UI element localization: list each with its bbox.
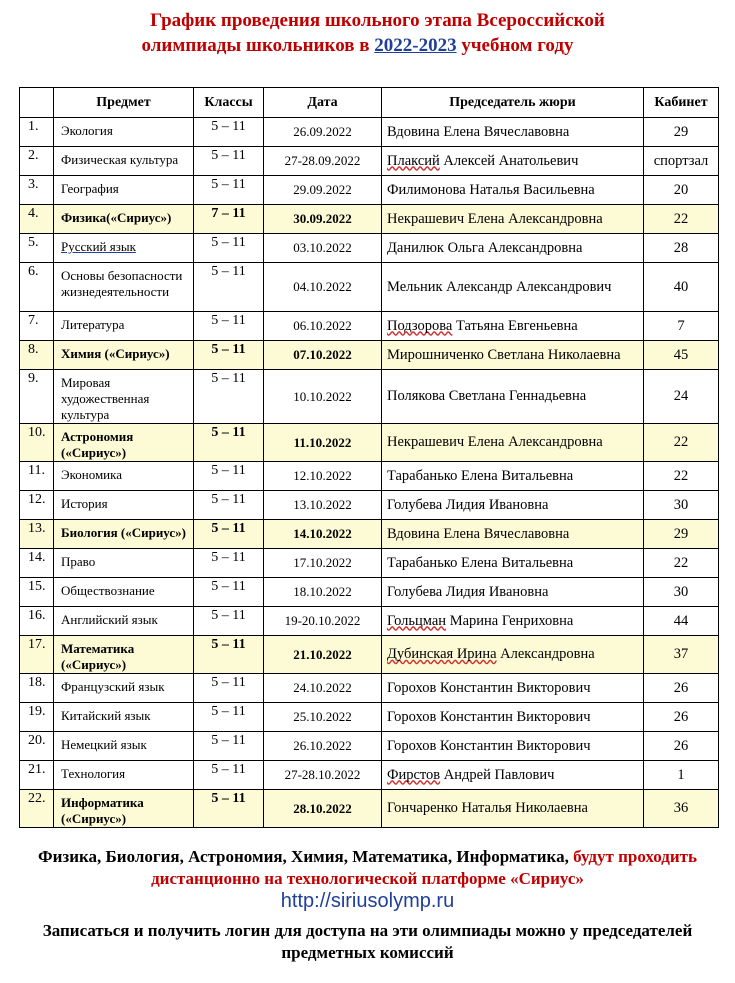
cell-classes: 5 – 11 [194, 234, 264, 263]
cell-subject: Экология [54, 118, 194, 147]
cell-chair: Некрашевич Елена Александровна [382, 424, 644, 462]
cell-num: 5. [20, 234, 54, 263]
cell-date: 24.10.2022 [264, 674, 382, 703]
cell-room: 29 [644, 118, 719, 147]
cell-classes: 5 – 11 [194, 732, 264, 761]
cell-date: 13.10.2022 [264, 491, 382, 520]
table-row [20, 370, 719, 424]
cell-chair: Мельник Александр Александрович [382, 263, 644, 312]
cell-chair: Дубинская Ирина Александровна [382, 636, 644, 674]
schedule-table [19, 87, 719, 828]
cell-room: 22 [644, 205, 719, 234]
cell-num: 6. [20, 263, 54, 312]
cell-chair: Голубева Лидия Ивановна [382, 578, 644, 607]
cell-room: 45 [644, 341, 719, 370]
cell-subject: Немецкий язык [54, 732, 194, 761]
table-row [20, 118, 719, 147]
cell-room: 29 [644, 520, 719, 549]
col-header-subject: Предмет [54, 88, 194, 118]
cell-subject: Физика(«Сириус») [54, 205, 194, 234]
cell-subject: История [54, 491, 194, 520]
table-row [20, 462, 719, 491]
cell-classes: 5 – 11 [194, 118, 264, 147]
col-header-classes: Классы [194, 88, 264, 118]
cell-num: 20. [20, 732, 54, 761]
cell-room: 30 [644, 578, 719, 607]
cell-num: 21. [20, 761, 54, 790]
cell-room: спортзал [644, 147, 719, 176]
table-row [20, 607, 719, 636]
table-row [20, 234, 719, 263]
cell-subject: Основы безопасности жизнедеятельности [54, 263, 194, 312]
cell-chair: Гончаренко Наталья Николаевна [382, 790, 644, 828]
cell-num: 7. [20, 312, 54, 341]
table-row [20, 147, 719, 176]
cell-date: 25.10.2022 [264, 703, 382, 732]
cell-num: 16. [20, 607, 54, 636]
cell-date: 04.10.2022 [264, 263, 382, 312]
distance-note-platform: будут проходить дистанционно на технологической платформе «Сириус» [151, 847, 698, 888]
cell-date: 18.10.2022 [264, 578, 382, 607]
cell-chair: Голубева Лидия Ивановна [382, 491, 644, 520]
cell-room: 7 [644, 312, 719, 341]
page-subtitle [0, 33, 725, 58]
table-row [20, 520, 719, 549]
subtitle-prefix: олимпиады школьников в [141, 35, 375, 56]
registration-note: Записаться и получить логин для доступа на эти олимпиады можно у председателей предметных комиссий [42, 921, 693, 962]
cell-room: 44 [644, 607, 719, 636]
table-row [20, 263, 719, 312]
table-row [20, 761, 719, 790]
distance-note-subjects: Физика, Биология, Астрономия, Химия, Математика, Информатика, [37, 847, 574, 866]
cell-subject: Литература [54, 312, 194, 341]
table-row [20, 424, 719, 462]
table-row [20, 549, 719, 578]
cell-chair: Горохов Константин Викторович [382, 674, 644, 703]
cell-chair: Фирстов Андрей Павлович [382, 761, 644, 790]
cell-chair: Горохов Константин Викторович [382, 732, 644, 761]
cell-classes: 5 – 11 [194, 370, 264, 424]
spellcheck-underline: Дубинская Ирина [387, 646, 497, 662]
cell-classes: 5 – 11 [194, 312, 264, 341]
spellcheck-underline: Плаксий [387, 152, 440, 169]
cell-chair: Гольцман Марина Генриховна [382, 607, 644, 636]
cell-chair: Подзорова Татьяна Евгеньевна [382, 312, 644, 341]
col-header-chair: Председатель жюри [382, 88, 644, 118]
cell-num: 22. [20, 790, 54, 828]
cell-num: 10. [20, 424, 54, 462]
cell-subject: География [54, 176, 194, 205]
cell-subject: Обществознание [54, 578, 194, 607]
cell-date: 27-28.10.2022 [264, 761, 382, 790]
cell-room: 30 [644, 491, 719, 520]
cell-subject: Химия («Сириус») [54, 341, 194, 370]
cell-chair: Филимонова Наталья Васильевна [382, 176, 644, 205]
cell-num: 3. [20, 176, 54, 205]
cell-room: 36 [644, 790, 719, 828]
cell-num: 12. [20, 491, 54, 520]
cell-classes: 7 – 11 [194, 205, 264, 234]
subtitle-suffix: учебном году [456, 35, 574, 56]
cell-chair: Мирошниченко Светлана Николаевна [382, 341, 644, 370]
cell-subject: Мировая художественная культура [54, 370, 194, 424]
cell-num: 8. [20, 341, 54, 370]
cell-classes: 5 – 11 [194, 674, 264, 703]
cell-date: 03.10.2022 [264, 234, 382, 263]
sirius-link[interactable]: http://siriusolymp.ru [280, 890, 455, 912]
cell-date: 12.10.2022 [264, 462, 382, 491]
cell-date: 19-20.10.2022 [264, 607, 382, 636]
cell-subject: Право [54, 549, 194, 578]
cell-room: 24 [644, 370, 719, 424]
cell-chair: Плаксий Алексей Анатольевич [382, 147, 644, 176]
cell-subject: Китайский язык [54, 703, 194, 732]
cell-date: 27-28.09.2022 [264, 147, 382, 176]
cell-room: 26 [644, 703, 719, 732]
spellcheck-underline: Гольцман [387, 612, 447, 629]
cell-classes: 5 – 11 [194, 520, 264, 549]
cell-date: 21.10.2022 [264, 636, 382, 674]
cell-classes: 5 – 11 [194, 636, 264, 674]
table-row [20, 790, 719, 828]
cell-classes: 5 – 11 [194, 147, 264, 176]
table-row [20, 341, 719, 370]
col-header-num [20, 88, 54, 118]
cell-num: 11. [20, 462, 54, 491]
cell-date: 14.10.2022 [264, 520, 382, 549]
cell-subject: Экономика [54, 462, 194, 491]
subtitle-year: 2022-2023 [374, 35, 457, 56]
cell-date: 17.10.2022 [264, 549, 382, 578]
cell-room: 26 [644, 674, 719, 703]
cell-classes: 5 – 11 [194, 578, 264, 607]
cell-classes: 5 – 11 [194, 703, 264, 732]
cell-room: 22 [644, 424, 719, 462]
cell-num: 15. [20, 578, 54, 607]
cell-date: 30.09.2022 [264, 205, 382, 234]
table-row [20, 312, 719, 341]
cell-room: 22 [644, 549, 719, 578]
cell-chair: Тарабанько Елена Витальевна [382, 549, 644, 578]
cell-chair: Вдовина Елена Вячеславовна [382, 520, 644, 549]
cell-num: 14. [20, 549, 54, 578]
cell-classes: 5 – 11 [194, 176, 264, 205]
cell-room: 1 [644, 761, 719, 790]
cell-classes: 5 – 11 [194, 549, 264, 578]
cell-subject: Биология («Сириус») [54, 520, 194, 549]
cell-chair: Полякова Светлана Геннадьевна [382, 370, 644, 424]
cell-num: 1. [20, 118, 54, 147]
cell-subject: Математика («Сириус») [54, 636, 194, 674]
distance-note [0, 846, 735, 890]
table-row [20, 703, 719, 732]
table-row [20, 674, 719, 703]
cell-date: 10.10.2022 [264, 370, 382, 424]
cell-subject: Физическая культура [54, 147, 194, 176]
cell-chair: Вдовина Елена Вячеславовна [382, 118, 644, 147]
cell-classes: 5 – 11 [194, 424, 264, 462]
spellcheck-underline: Подзорова [387, 317, 453, 334]
cell-room: 20 [644, 176, 719, 205]
table-row [20, 491, 719, 520]
cell-classes: 5 – 11 [194, 263, 264, 312]
cell-room: 22 [644, 462, 719, 491]
cell-num: 2. [20, 147, 54, 176]
col-header-room: Кабинет [644, 88, 719, 118]
cell-subject: Технология [54, 761, 194, 790]
cell-room: 26 [644, 732, 719, 761]
cell-chair: Горохов Константин Викторович [382, 703, 644, 732]
cell-date: 26.09.2022 [264, 118, 382, 147]
cell-num: 4. [20, 205, 54, 234]
cell-date: 07.10.2022 [264, 341, 382, 370]
table-row [20, 732, 719, 761]
cell-subject: Астрономия («Сириус») [54, 424, 194, 462]
cell-classes: 5 – 11 [194, 607, 264, 636]
cell-chair: Некрашевич Елена Александровна [382, 205, 644, 234]
table-row [20, 205, 719, 234]
cell-chair: Данилюк Ольга Александровна [382, 234, 644, 263]
subject-underlined: Русский язык [61, 239, 136, 254]
cell-chair: Тарабанько Елена Витальевна [382, 462, 644, 491]
cell-subject: Французский язык [54, 674, 194, 703]
cell-classes: 5 – 11 [194, 462, 264, 491]
cell-date: 06.10.2022 [264, 312, 382, 341]
cell-subject [54, 234, 194, 263]
cell-num: 19. [20, 703, 54, 732]
cell-num: 17. [20, 636, 54, 674]
table-row [20, 578, 719, 607]
cell-subject: Английский язык [54, 607, 194, 636]
cell-date: 28.10.2022 [264, 790, 382, 828]
cell-classes: 5 – 11 [194, 790, 264, 828]
cell-classes: 5 – 11 [194, 341, 264, 370]
table-row [20, 176, 719, 205]
cell-num: 9. [20, 370, 54, 424]
cell-room: 37 [644, 636, 719, 674]
cell-date: 11.10.2022 [264, 424, 382, 462]
cell-room: 28 [644, 234, 719, 263]
table-header-row [20, 88, 719, 118]
cell-room: 40 [644, 263, 719, 312]
cell-num: 18. [20, 674, 54, 703]
cell-classes: 5 – 11 [194, 491, 264, 520]
table-row [20, 636, 719, 674]
cell-date: 29.09.2022 [264, 176, 382, 205]
page-title: График проведения школьного этапа Всероссийской [150, 10, 605, 31]
cell-subject: Информатика («Сириус») [54, 790, 194, 828]
spellcheck-underline: Фирстов [387, 766, 441, 783]
cell-date: 26.10.2022 [264, 732, 382, 761]
cell-num: 13. [20, 520, 54, 549]
col-header-date: Дата [264, 88, 382, 118]
cell-classes: 5 – 11 [194, 761, 264, 790]
